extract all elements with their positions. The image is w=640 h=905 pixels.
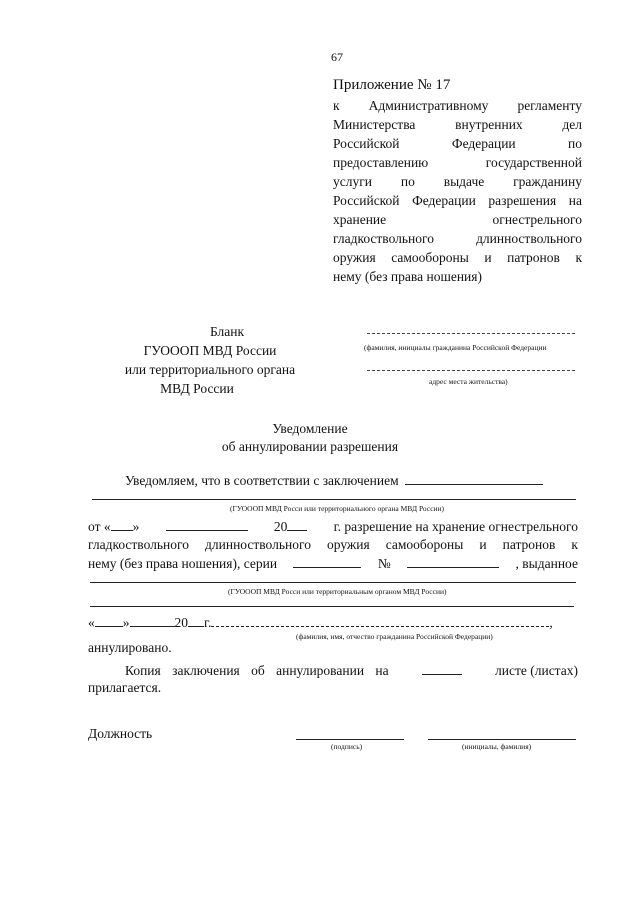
year-field [287,516,307,531]
date2-open: « [88,615,95,630]
series-field [293,553,361,568]
appendix-line: Российской Федерации по [333,136,582,151]
recipient-name-caption: (фамилия, инициалы гражданина Российской Федерации [364,343,547,352]
permit-text: г. разрешение на хранение огнестрельного [333,519,578,534]
sheets-field [422,660,462,675]
issuer-org-mvd: МВД России [160,381,234,396]
fio-caption: (фамилия, имя, отчество гражданина Российской Федерации) [296,632,493,641]
issuer-org: ГУОООП МВД России [143,343,277,358]
number-sign: № [377,556,391,571]
month2-field [130,612,175,627]
recipient-address-caption: адрес места жительства) [429,377,508,386]
issued-text: , выданное [515,556,578,571]
appendix-text [333,96,582,286]
page-number: 67 [331,50,343,64]
day2-field [95,612,123,627]
notify-row [125,470,543,490]
appendix-line: хранение огнестрельного [333,212,582,227]
initials-caption: (инициалы, фамилия) [462,742,532,751]
blank-label: Бланк [209,324,245,339]
date2-g: г. [204,615,212,630]
signature-line [296,739,404,740]
org-line-2 [90,582,576,583]
date2-year: 20 [174,615,188,630]
date2-row [88,612,578,632]
notify-text: Уведомляем, что в соответствии с заключением [125,473,399,488]
sheets-text: листе (листах) [495,663,578,678]
body-line-2: гладкоствольного длинноствольного оружия самообороны и патронов к [88,537,578,552]
issued-to-field [211,612,549,627]
annulled-text: аннулировано. [88,640,172,655]
appendix-line: к Административному регламенту [333,98,582,113]
appendix-line: предоставлению государственной [333,155,582,170]
org-caption-1: (ГУОООП МВД Росси или территориального органа МВД России) [230,504,445,513]
appendix-line: Министерства внутренних дел [333,117,582,132]
document-title: Уведомление [272,421,348,436]
copy-text: Копия заключения об аннулировании на [125,663,389,678]
date2-close: » [122,615,130,630]
recipient-name-line [367,333,575,334]
appendix-line: услуги по выдаче гражданину [333,174,582,189]
org-caption-2: (ГУОООП МВД Росси или территориальным органом МВД России) [228,587,447,596]
series-text: нему (без права ношения), серии [88,556,278,571]
issuer-org-alt: или территориального органа [124,362,296,377]
recipient-address-line [367,370,575,371]
appendix-line: Российской Федерации разрешения на [333,193,582,208]
org-line-3 [90,606,574,607]
date-open: от « » [88,516,139,536]
day-field [111,516,133,531]
number-field [407,553,499,568]
initials-line [428,739,576,740]
org-line-1 [92,499,576,500]
attached-text: прилагается. [88,680,162,695]
year2-field [188,612,204,627]
series-row [88,553,578,573]
appendix-line: нему (без права ношения) [333,269,482,284]
conclusion-field [405,470,543,485]
year-group: 20 [274,516,308,536]
copy-row [125,660,578,680]
month-field [166,516,248,531]
appendix-line: оружия самообороны и патронов к [333,250,582,265]
date2-comma: , [549,615,553,630]
document-subtitle: об аннулировании разрешения [221,439,399,454]
position-label: Должность [88,726,153,741]
signature-caption: (подпись) [331,742,363,751]
date-row [88,516,578,536]
appendix-title: Приложение № 17 [333,77,451,93]
issuer-block [105,322,315,398]
appendix-line: гладкоствольного длинноствольного [333,231,582,246]
